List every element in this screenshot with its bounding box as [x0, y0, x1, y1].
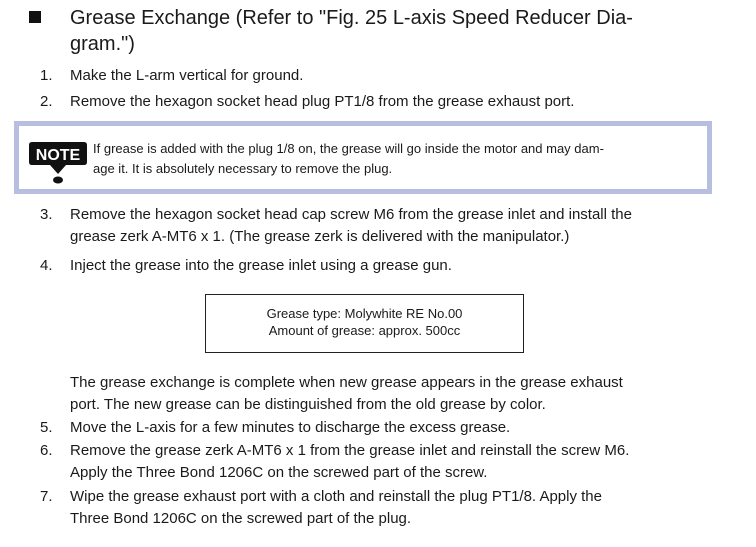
- step-number: 4.: [40, 257, 53, 274]
- step-text-line: Wipe the grease exhaust port with a cloth and reinstall the plug PT1/8. Apply the: [70, 488, 602, 505]
- note-icon: [28, 140, 88, 184]
- note-text: [93, 139, 703, 179]
- step-number: 1.: [40, 67, 53, 84]
- step-number: 7.: [40, 488, 53, 505]
- step-text: [70, 417, 710, 439]
- grease-amount: Amount of grease: approx. 500cc: [268, 323, 461, 338]
- step-text-line: Three Bond 1206C on the screwed part of the plug.: [70, 510, 412, 527]
- step-text: [70, 486, 710, 530]
- note-icon-label: NOTE: [35, 147, 81, 164]
- step-text: [70, 91, 710, 113]
- step-text-line: grease zerk A-MT6 x 1. (The grease zerk is delivered with the manipulator.): [70, 228, 570, 245]
- step-text-line: Apply the Three Bond 1206C on the screwed part of the screw.: [70, 464, 488, 481]
- grease-spec-box: [205, 294, 524, 353]
- step-text-line: Inject the grease into the grease inlet using a grease gun.: [70, 257, 452, 274]
- step-text-line: Move the L-axis for a few minutes to discharge the excess grease.: [70, 419, 511, 436]
- step-number: 3.: [40, 206, 53, 223]
- grease-type: Grease type: Molywhite RE No.00: [266, 306, 463, 321]
- completion-paragraph: [70, 372, 730, 416]
- heading-line-1: Grease Exchange (Refer to "Fig. 25 L-axis Speed Reducer Dia-: [70, 7, 633, 29]
- step-number: 2.: [40, 93, 53, 110]
- step-text: [70, 440, 710, 484]
- step-text: [70, 65, 710, 87]
- step-text-line: Remove the hexagon socket head plug PT1/8 from the grease exhaust port.: [70, 93, 575, 110]
- note-box: [14, 121, 712, 194]
- step-text-line: Remove the hexagon socket head cap screw M6 from the grease inlet and install the: [70, 206, 632, 223]
- step-text-line: Make the L-arm vertical for ground.: [70, 67, 304, 84]
- step-text: [70, 204, 710, 248]
- step-text: [70, 255, 710, 277]
- paragraph-line: The grease exchange is complete when new grease appears in the grease exhaust: [70, 374, 623, 391]
- step-number: 6.: [40, 442, 53, 459]
- note-text-line: age it. It is absolutely necessary to remove the plug.: [93, 161, 393, 176]
- section-bullet-icon: [29, 11, 41, 23]
- paragraph-line: port. The new grease can be distinguished from the old grease by color.: [70, 396, 546, 413]
- heading-line-2: gram."): [70, 33, 135, 55]
- step-text-line: Remove the grease zerk A-MT6 x 1 from the grease inlet and reinstall the screw M6.: [70, 442, 630, 459]
- section-heading: [70, 5, 710, 57]
- step-number: 5.: [40, 419, 53, 436]
- note-text-line: If grease is added with the plug 1/8 on, the grease will go inside the motor and may dam-: [93, 141, 604, 156]
